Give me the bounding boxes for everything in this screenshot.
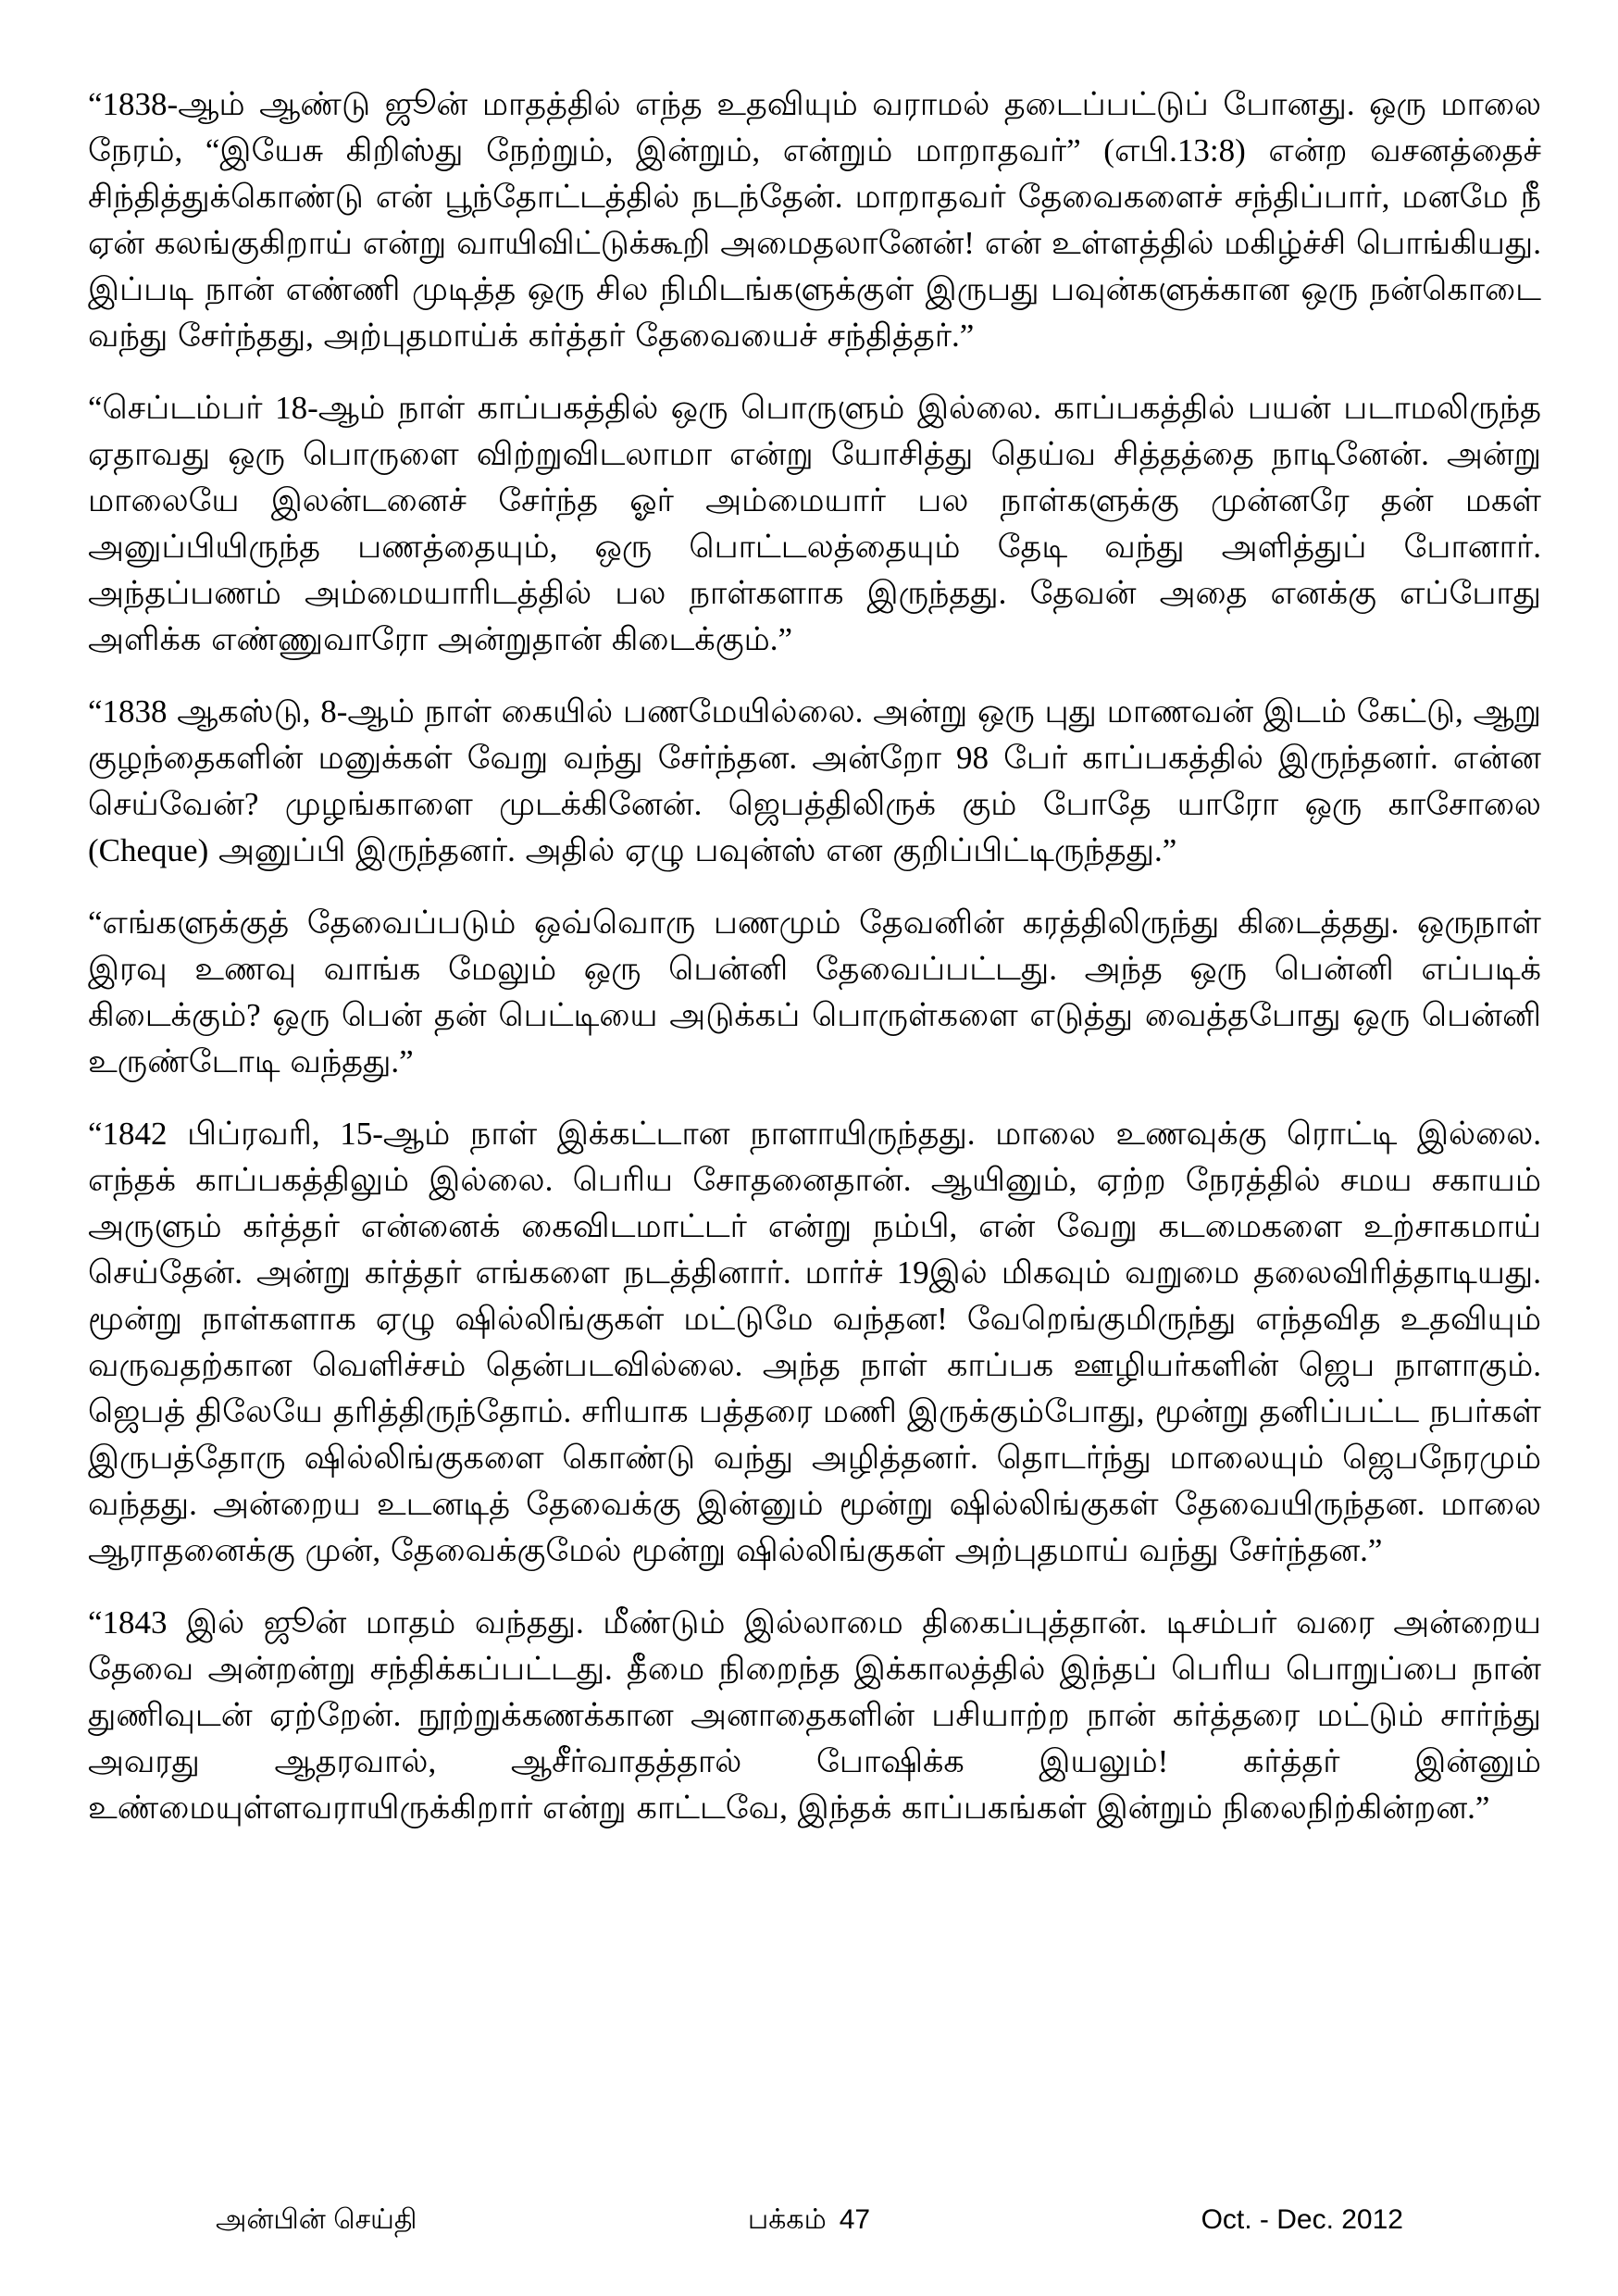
page-number: 47 xyxy=(839,2204,871,2235)
article-body xyxy=(88,81,1541,1857)
paragraph-september-18: “செப்டம்பர் 18-ஆம் நாள் காப்பகத்தில் ஒரு பொருளும் இல்லை. காப்பகத்தில் பயன் படாமலிருந்த ஏதாவது ஒரு பொருளை விற்றுவிடலாமா என்று யோசித்து தெய்வ சித்தத்தை நாடினேன். அன்று மாலையே இலன்டனைச் சேர்ந்த ஓர் அம்மையார் பல நாள்களுக்கு முன்னரே தன் மகள் அனுப்பியிருந்த பணத்தையும், ஒரு பொட்டலத்தையும் தேடி வந்து அளித்துப் போனார். அந்தப்பணம் அம்மையாரிடத்தில் பல நாள்களாக இருந்தது. தேவன் அதை எனக்கு எப்போது அளிக்க எண்ணுவாரோ அன்றுதான் கிடைக்கும்.” xyxy=(88,390,1541,657)
page-label: பக்கம் xyxy=(747,2204,827,2235)
paragraph-1838-june: “1838-ஆம் ஆண்டு ஜூன் மாதத்தில் எந்த உதவியும் வராமல் தடைப்பட்டுப் போனது. ஒரு மாலை நேரம், “இயேசு கிறிஸ்து நேற்றும், இன்றும், என்றும் மாறாதவர்” (எபி.13:8) என்ற வசனத்தைச் சிந்தித்துக்கொண்டு என் பூந்தோட்டத்தில் நடந்தேன். மாறாதவர் தேவைகளைச் சந்திப்பார், மனமே நீ ஏன் கலங்குகிறாய் என்று வாயிவிட்டுக்கூறி அமைதலானேன்! என் உள்ளத்தில் மகிழ்ச்சி பொங்கியது. இப்படி நான் எண்ணி முடித்த ஒரு சில நிமிடங்களுக்குள் இருபது பவுன்களுக்கான ஒரு நன்கொடை வந்து சேர்ந்தது, அற்புதமாய்க் கர்த்தர் தேவையைச் சந்தித்தர்.” xyxy=(88,86,1541,354)
paragraph-1843-june: “1843 இல் ஜூன் மாதம் வந்தது. மீண்டும் இல்லாமை திகைப்புத்தான். டிசம்பர் வரை அன்றைய தேவை அன்றன்று சந்திக்கப்பட்டது. தீமை நிறைந்த இக்காலத்தில் இந்தப் பெரிய பொறுப்பை நான் துணிவுடன் ஏற்றேன். நூற்றுக்கணக்கான அனாதைகளின் பசியாற்ற நான் கர்த்தரை மட்டும் சார்ந்து அவரது ஆதரவால், ஆசீர்வாதத்தால் போஷிக்க இயலும்! கர்த்தர் இன்னும் உண்மையுள்ளவராயிருக்கிறார் என்று காட்டவே, இந்தக் காப்பகங்கள் இன்றும் நிலைநிற்கின்றன.” xyxy=(88,1604,1541,1826)
issue-date: Oct. - Dec. 2012 xyxy=(1201,2204,1403,2235)
paragraph-1842-february: “1842 பிப்ரவரி, 15-ஆம் நாள் இக்கட்டான நாளாயிருந்தது. மாலை உணவுக்கு ரொட்டி இல்லை. எந்தக் காப்பகத்திலும் இல்லை. பெரிய சோதனைதான். ஆயினும், ஏற்ற நேரத்தில் சமய சகாயம் அருளும் கர்த்தர் என்னைக் கைவிடமாட்டர் என்று நம்பி, என் வேறு கடமைகளை உற்சாகமாய் செய்தேன். அன்று கர்த்தர் எங்களை நடத்தினார். மார்ச் 19இல் மிகவும் வறுமை தலைவிரித்தாடியது. மூன்று நாள்களாக ஏழு ஷில்லிங்குகள் மட்டுமே வந்தன! வேறெங்குமிருந்து எந்தவித உதவியும் வருவதற்கான வெளிச்சம் தென்படவில்லை. அந்த நாள் காப்பக ஊழியர்களின் ஜெப நாளாகும். ஜெபத் திலேயே தரித்திருந்தோம். சரியாக பத்தரை மணி இருக்கும்போது, மூன்று தனிப்பட்ட நபர்கள் இருபத்தோரு ஷில்லிங்குகளை கொண்டு வந்து அழித்தனர். தொடர்ந்து மாலையும் ஜெபநேரமும் வந்தது. அன்றைய உடனடித் தேவைக்கு இன்னும் மூன்று ஷில்லிங்குகள் தேவையிருந்தன. மாலை ஆராதனைக்கு முன், தேவைக்குமேல் மூன்று ஷில்லிங்குகள் அற்புதமாய் வந்து சேர்ந்தன.” xyxy=(88,1116,1541,1568)
paragraph-penny: “எங்களுக்குத் தேவைப்படும் ஒவ்வொரு பணமும் தேவனின் கரத்திலிருந்து கிடைத்தது. ஒருநாள் இரவு உணவு வாங்க மேலும் ஒரு பென்னி தேவைப்பட்டது. அந்த ஒரு பென்னி எப்படிக் கிடைக்கும்? ஒரு பென் தன் பெட்டியை அடுக்கப் பொருள்களை எடுத்து வைத்தபோது ஒரு பென்னி உருண்டோடி வந்தது.” xyxy=(88,905,1541,1079)
paragraph-1838-august: “1838 ஆகஸ்டு, 8-ஆம் நாள் கையில் பணமேயில்லை. அன்று ஒரு புது மாணவன் இடம் கேட்டு, ஆறு குழந்தைகளின் மனுக்கள் வேறு வந்து சேர்ந்தன. அன்றோ 98 பேர் காப்பகத்தில் இருந்தனர். என்ன செய்வேன்? முழங்காளை முடக்கினேன். ஜெபத்திலிருக் கும் போதே யாரோ ஒரு காசோலை (Cheque) அனுப்பி இருந்தனர். அதில் ஏழு பவுன்ஸ் என குறிப்பிட்டிருந்தது.” xyxy=(88,693,1541,868)
page-number-group xyxy=(748,2196,870,2244)
page-footer xyxy=(0,2196,1618,2244)
journal-title: அன்பின் செய்தி xyxy=(216,2204,417,2235)
